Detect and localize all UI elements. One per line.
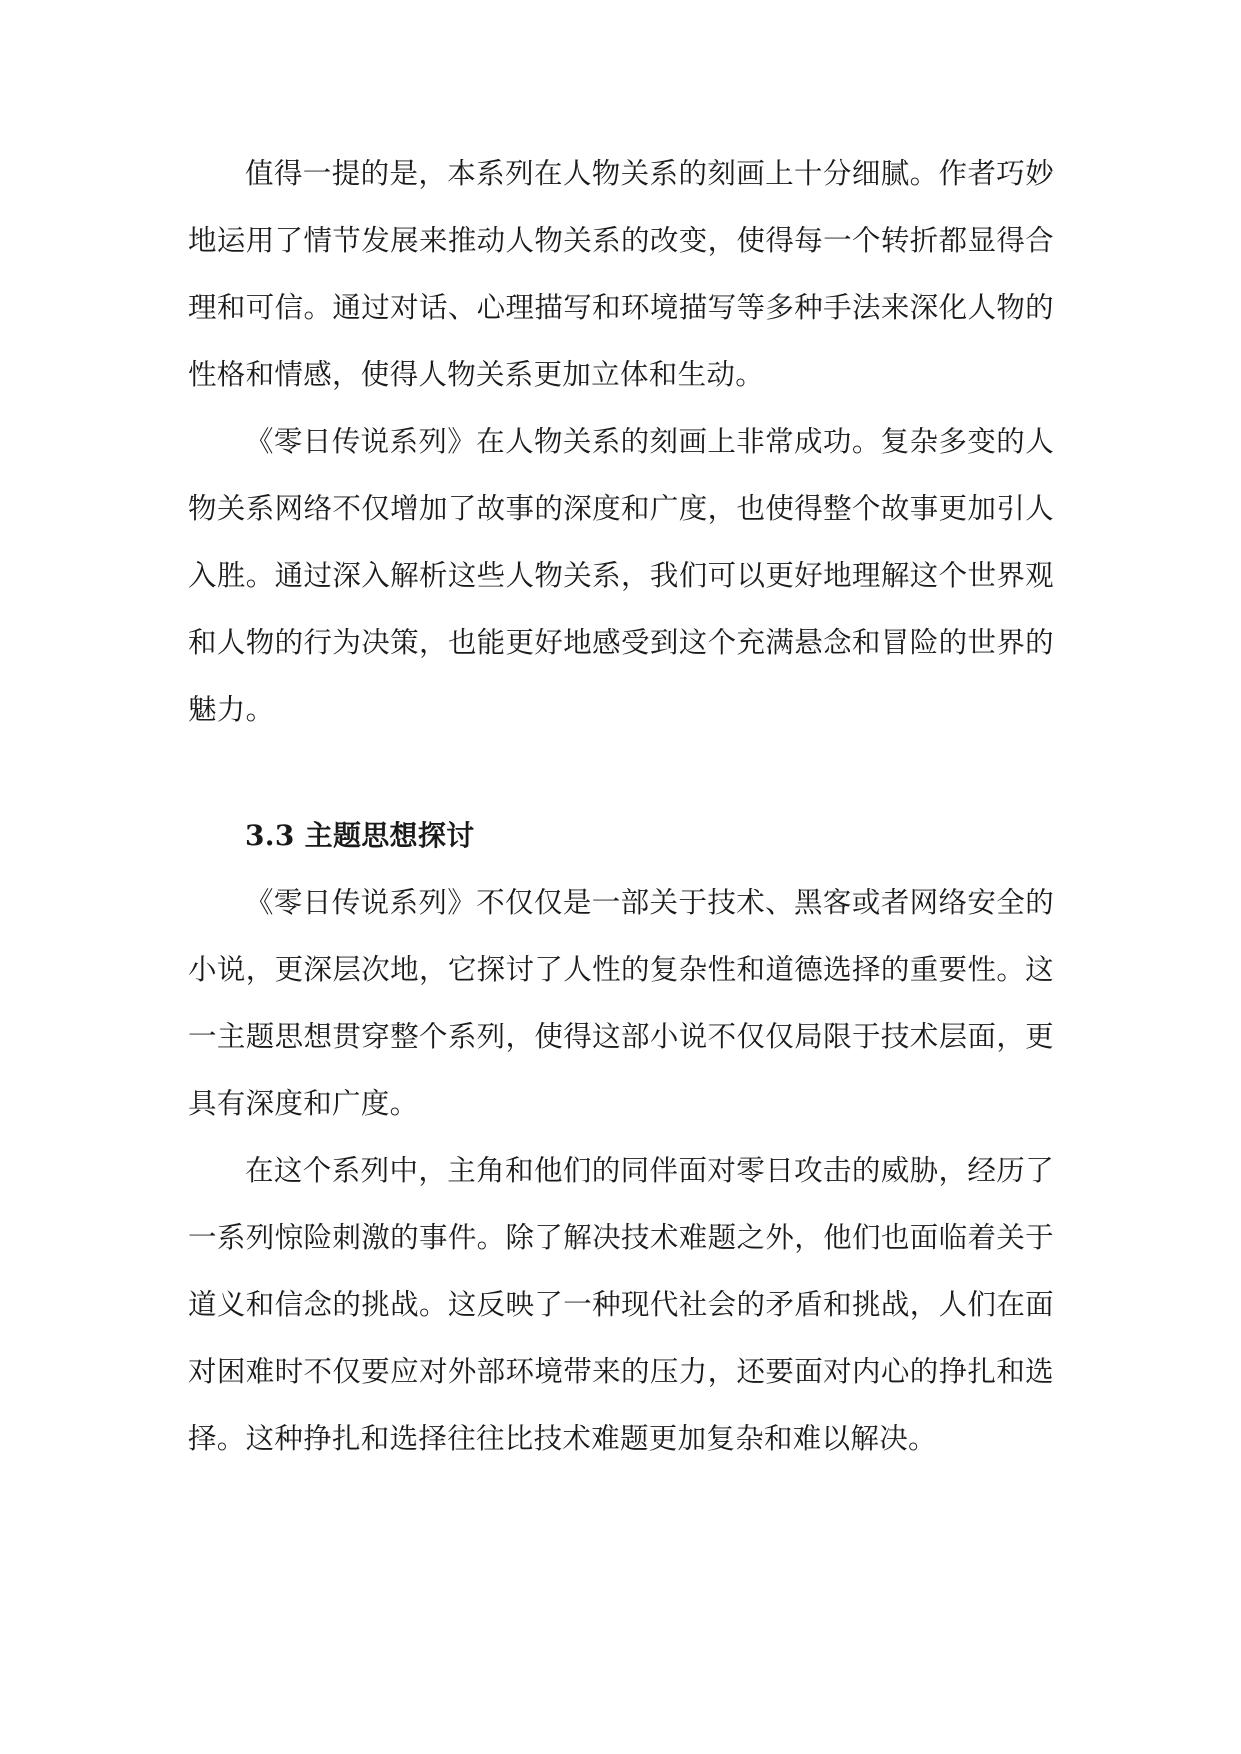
paragraph-theme-intro: 《零日传说系列》不仅仅是一部关于技术、黑客或者网络安全的小说，更深层次地，它探讨了人性的复杂性和道德选择的重要性。这一主题思想贯穿整个系列，使得这部小说不仅仅局限于技术层面，更具有深度和广度。 bbox=[188, 886, 1054, 1120]
paragraph-character-relations-summary: 《零日传说系列》在人物关系的刻画上非常成功。复杂多变的人物关系网络不仅增加了故事的深度和广度，也使得整个故事更加引人入胜。通过深入解析这些人物关系，我们可以更好地理解这个世界观和人物的行为决策，也能更好地感受到这个充满悬念和冒险的世界的魅力。 bbox=[188, 425, 1054, 726]
paragraph-character-relations-detail: 值得一提的是，本系列在人物关系的刻画上十分细腻。作者巧妙地运用了情节发展来推动人物关系的改变，使得每一个转折都显得合理和可信。通过对话、心理描写和环境描写等多种手法来深化人物的性格和情感，使得人物关系更加立体和生动。 bbox=[188, 157, 1054, 391]
paragraph-theme-conflict: 在这个系列中，主角和他们的同伴面对零日攻击的威胁，经历了一系列惊险刺激的事件。除了解决技术难题之外，他们也面临着关于道义和信念的挑战。这反映了一种现代社会的矛盾和挑战，人们在面对困难时不仅要应对外部环境带来的压力，还要面对内心的挣扎和选择。这种挣扎和选择往往比技术难题更加复杂和难以解决。 bbox=[188, 1154, 1054, 1455]
section-heading: 3.3 主题思想探讨 bbox=[245, 819, 475, 852]
document-page bbox=[188, 140, 1054, 1472]
